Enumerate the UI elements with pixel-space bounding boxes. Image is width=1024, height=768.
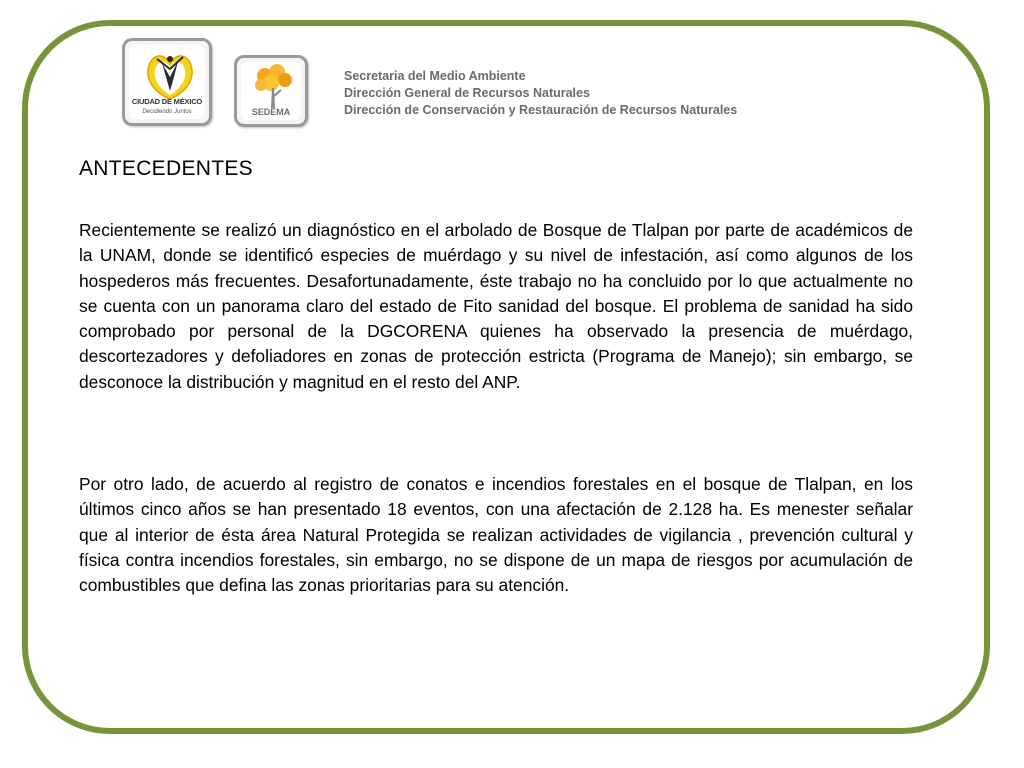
sedema-logo-background (241, 62, 301, 120)
section-title: ANTECEDENTES (79, 157, 253, 180)
sedema-logo-title: SEDEMA (251, 107, 291, 117)
paragraph-incendios: Por otro lado, de acuerdo al registro de conatos e incendios forestales en el bosque de Tlalpan, en los últimos cinco años se han presentado 18 eventos, con una afectación de 2.128 ha. Es menester señalar que al interior de ésta área Natural Protegida se realizan actividades de vigilancia , prevención cultural y física contra incendios forestales, sin embargo, no se dispone de un mapa de riesgos por acumulación de combustibles que defina las zonas prioritarias para su atención. (79, 474, 913, 596)
header-line-direccion-general: Dirección General de Recursos Naturales (344, 86, 590, 100)
paragraph-diagnostico: Recientemente se realizó un diagnóstico en el arbolado de Bosque de Tlalpan por parte de académicos de la UNAM, donde se identificó especies de muérdago y su nivel de infestación, así como algunos de los hospederos más frecuentes. Desafortunadamente, éste trabajo no ha concluido por lo que actualmente no se cuenta con un panorama claro del estado de Fito sanidad del bosque. El problema de sanidad ha sido comprobado por personal de la DGCORENA quienes ha observado la presencia de muérdago, descortezadores y defoliadores en zonas de protección estricta (Programa de Manejo); sin embargo, se desconoce la distribución y magnitud en el resto del ANP. (79, 220, 913, 392)
institution-header (344, 68, 737, 119)
cdmx-logo (122, 38, 212, 126)
cdmx-logo-background (129, 45, 205, 119)
sedema-logo (234, 55, 308, 127)
header-line-direccion-conservacion: Dirección de Conservación y Restauración de Recursos Naturales (344, 103, 738, 117)
cdmx-logo-title: CIUDAD DE MÉXICO (131, 97, 203, 106)
header-line-secretaria: Secretaria del Medio Ambiente (344, 69, 526, 83)
sedema-tree-icon (241, 62, 307, 112)
cdmx-logo-tagline: Decidiendo Juntos (142, 109, 192, 115)
